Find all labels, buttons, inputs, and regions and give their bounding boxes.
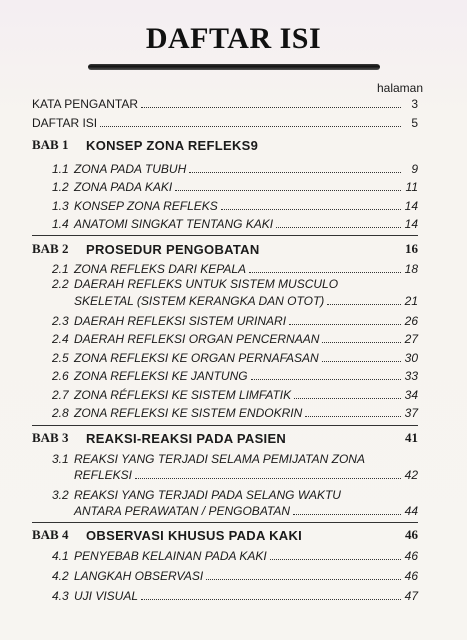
chapter-heading-bab3[interactable] [32,428,418,446]
section-label-continued: ANTARA PERAWATAN / PENGOBATAN [74,504,291,518]
chapter-page: 46 [405,527,418,542]
toc-entry[interactable] [52,176,418,194]
dot-leader [305,415,401,417]
toc-entry[interactable] [52,310,418,328]
section-number: 2.6 [52,369,69,383]
section-page: 21 [404,294,418,308]
section-page: 27 [404,332,418,346]
section-number: 3.2 [52,488,69,502]
toc-entry-line2[interactable] [74,464,418,482]
toc-entry-line2[interactable] [74,290,418,308]
toc-entry-line2[interactable] [74,500,418,518]
section-label: DAERAH REFLEKS UNTUK SISTEM MUSCULO [74,277,339,291]
dot-leader [270,558,401,560]
section-label: LANGKAH OBSERVASI [74,569,204,583]
chapter-title: REAKSI-REAKSI PADA PASIEN [86,431,287,446]
section-label-continued: REFLEKSI [74,468,133,482]
dot-leader [141,598,401,600]
page-column-header: halaman [376,81,423,95]
section-page: 9 [411,162,418,176]
section-page: 26 [404,314,418,328]
section-page: 46 [404,569,418,583]
section-label: ZONA REFLEKSI KE ORGAN PERNAFASAN [74,351,319,365]
section-label: DAERAH REFLEKSI ORGAN PENCERNAAN [74,332,320,346]
toc-entry-label: DAFTAR ISI [32,116,98,130]
section-label: ZONA REFLEKS DARI KEPALA [74,262,247,276]
toc-entry[interactable] [52,195,418,213]
section-label: ZONA REFLEKSI KE SISTEM ENDOKRIN [74,406,303,420]
section-page: 33 [404,369,418,383]
section-label: ZONA PADA TUBUH [74,162,187,176]
section-page: 47 [404,589,418,603]
toc-entry[interactable] [52,347,418,365]
section-label: REAKSI YANG TERJADI PADA SELANG WAKTU [74,488,341,502]
toc-entry[interactable] [52,213,418,231]
dot-leader [294,397,401,399]
section-number: 2.2 [52,277,69,291]
toc-entry[interactable] [52,158,418,176]
section-label: ZONA PADA KAKI [74,180,173,194]
section-label: UJI VISUAL [74,589,139,603]
toc-entry[interactable] [52,365,418,383]
toc-entry[interactable] [52,328,418,346]
dot-leader [293,513,401,515]
section-label: PENYEBAB KELAINAN PADA KAKI [74,549,267,563]
dot-leader [100,125,401,127]
chapter-heading-bab4[interactable] [32,525,418,543]
title-underline [88,64,380,70]
section-label-continued: SKELETAL (SISTEM KERANGKA DAN OTOT) [74,294,325,308]
chapter-heading-bab1[interactable] [32,135,418,153]
toc-entry[interactable] [52,565,418,583]
section-page: 37 [404,406,418,420]
chapter-title: PROSEDUR PENGOBATAN [86,242,260,257]
section-number: 1.2 [52,180,69,194]
dot-leader [135,477,401,479]
dot-leader [276,226,401,228]
dot-leader [141,106,401,108]
section-number: 4.3 [52,589,69,603]
toc-entry[interactable] [52,384,418,402]
section-page: 14 [404,199,418,213]
chapter-title: OBSERVASI KHUSUS PADA KAKI [86,528,303,543]
page-title: DAFTAR ISI [145,22,322,55]
section-number: 2.4 [52,332,69,346]
section-divider [32,522,418,523]
section-page: 11 [405,180,418,194]
section-page: 34 [404,388,418,402]
section-number: 4.2 [52,569,69,583]
section-page: 46 [404,549,418,563]
toc-entry-page: 5 [411,116,418,130]
toc-entry-line1[interactable] [52,277,338,291]
section-number: 4.1 [52,549,69,563]
section-number: 1.1 [52,162,69,176]
section-label: ZONA RÉFLEKSI KE SISTEM LIMFATIK [74,388,292,402]
dot-leader [251,378,401,380]
section-number: 1.4 [52,217,69,231]
section-divider [32,235,418,236]
toc-entry-page: 3 [411,97,418,111]
dot-leader [221,208,401,210]
section-number: 2.8 [52,406,69,420]
dot-leader [322,341,401,343]
section-number: 2.7 [52,388,69,402]
chapter-title: KONSEP ZONA REFLEKS9 [86,138,259,153]
dot-leader [322,360,401,362]
section-label: KONSEP ZONA REFLEKS [74,199,218,213]
section-page: 30 [404,351,418,365]
section-label: DAERAH REFLEKSI SISTEM URINARI [74,314,287,328]
chapter-page: 41 [405,430,418,445]
chapter-page: 16 [405,241,418,256]
section-number: 2.5 [52,351,69,365]
chapter-number: BAB 1 [32,137,69,152]
toc-entry[interactable] [52,585,418,603]
dot-leader [175,189,401,191]
section-number: 1.3 [52,199,69,213]
section-page: 42 [404,468,418,482]
chapter-number: BAB 2 [32,241,69,256]
toc-entry[interactable] [52,402,418,420]
dot-leader [189,171,401,173]
toc-entry-kata-pengantar[interactable] [32,93,418,111]
dot-leader [289,323,401,325]
dot-leader [206,578,401,580]
dot-leader [249,271,401,273]
section-number: 2.3 [52,314,69,328]
section-page: 44 [404,504,418,518]
chapter-number: BAB 4 [32,527,69,542]
chapter-heading-bab2[interactable] [32,239,418,257]
chapter-number: BAB 3 [32,430,69,445]
section-page: 14 [404,217,418,231]
toc-entry[interactable] [52,545,418,563]
section-number: 3.1 [52,452,69,466]
section-label: ANATOMI SINGKAT TENTANG KAKI [74,217,274,231]
section-divider [32,425,418,426]
section-label: ZONA REFLEKSI KE JANTUNG [74,369,248,383]
toc-entry-label: KATA PENGANTAR [32,97,139,111]
toc-entry-daftar-isi[interactable] [32,112,418,130]
section-number: 2.1 [52,262,69,276]
dot-leader [327,303,401,305]
section-label: REAKSI YANG TERJADI SELAMA PEMIJATAN ZONA [74,452,365,466]
toc-entry[interactable] [52,258,418,276]
section-page: 18 [404,262,418,276]
